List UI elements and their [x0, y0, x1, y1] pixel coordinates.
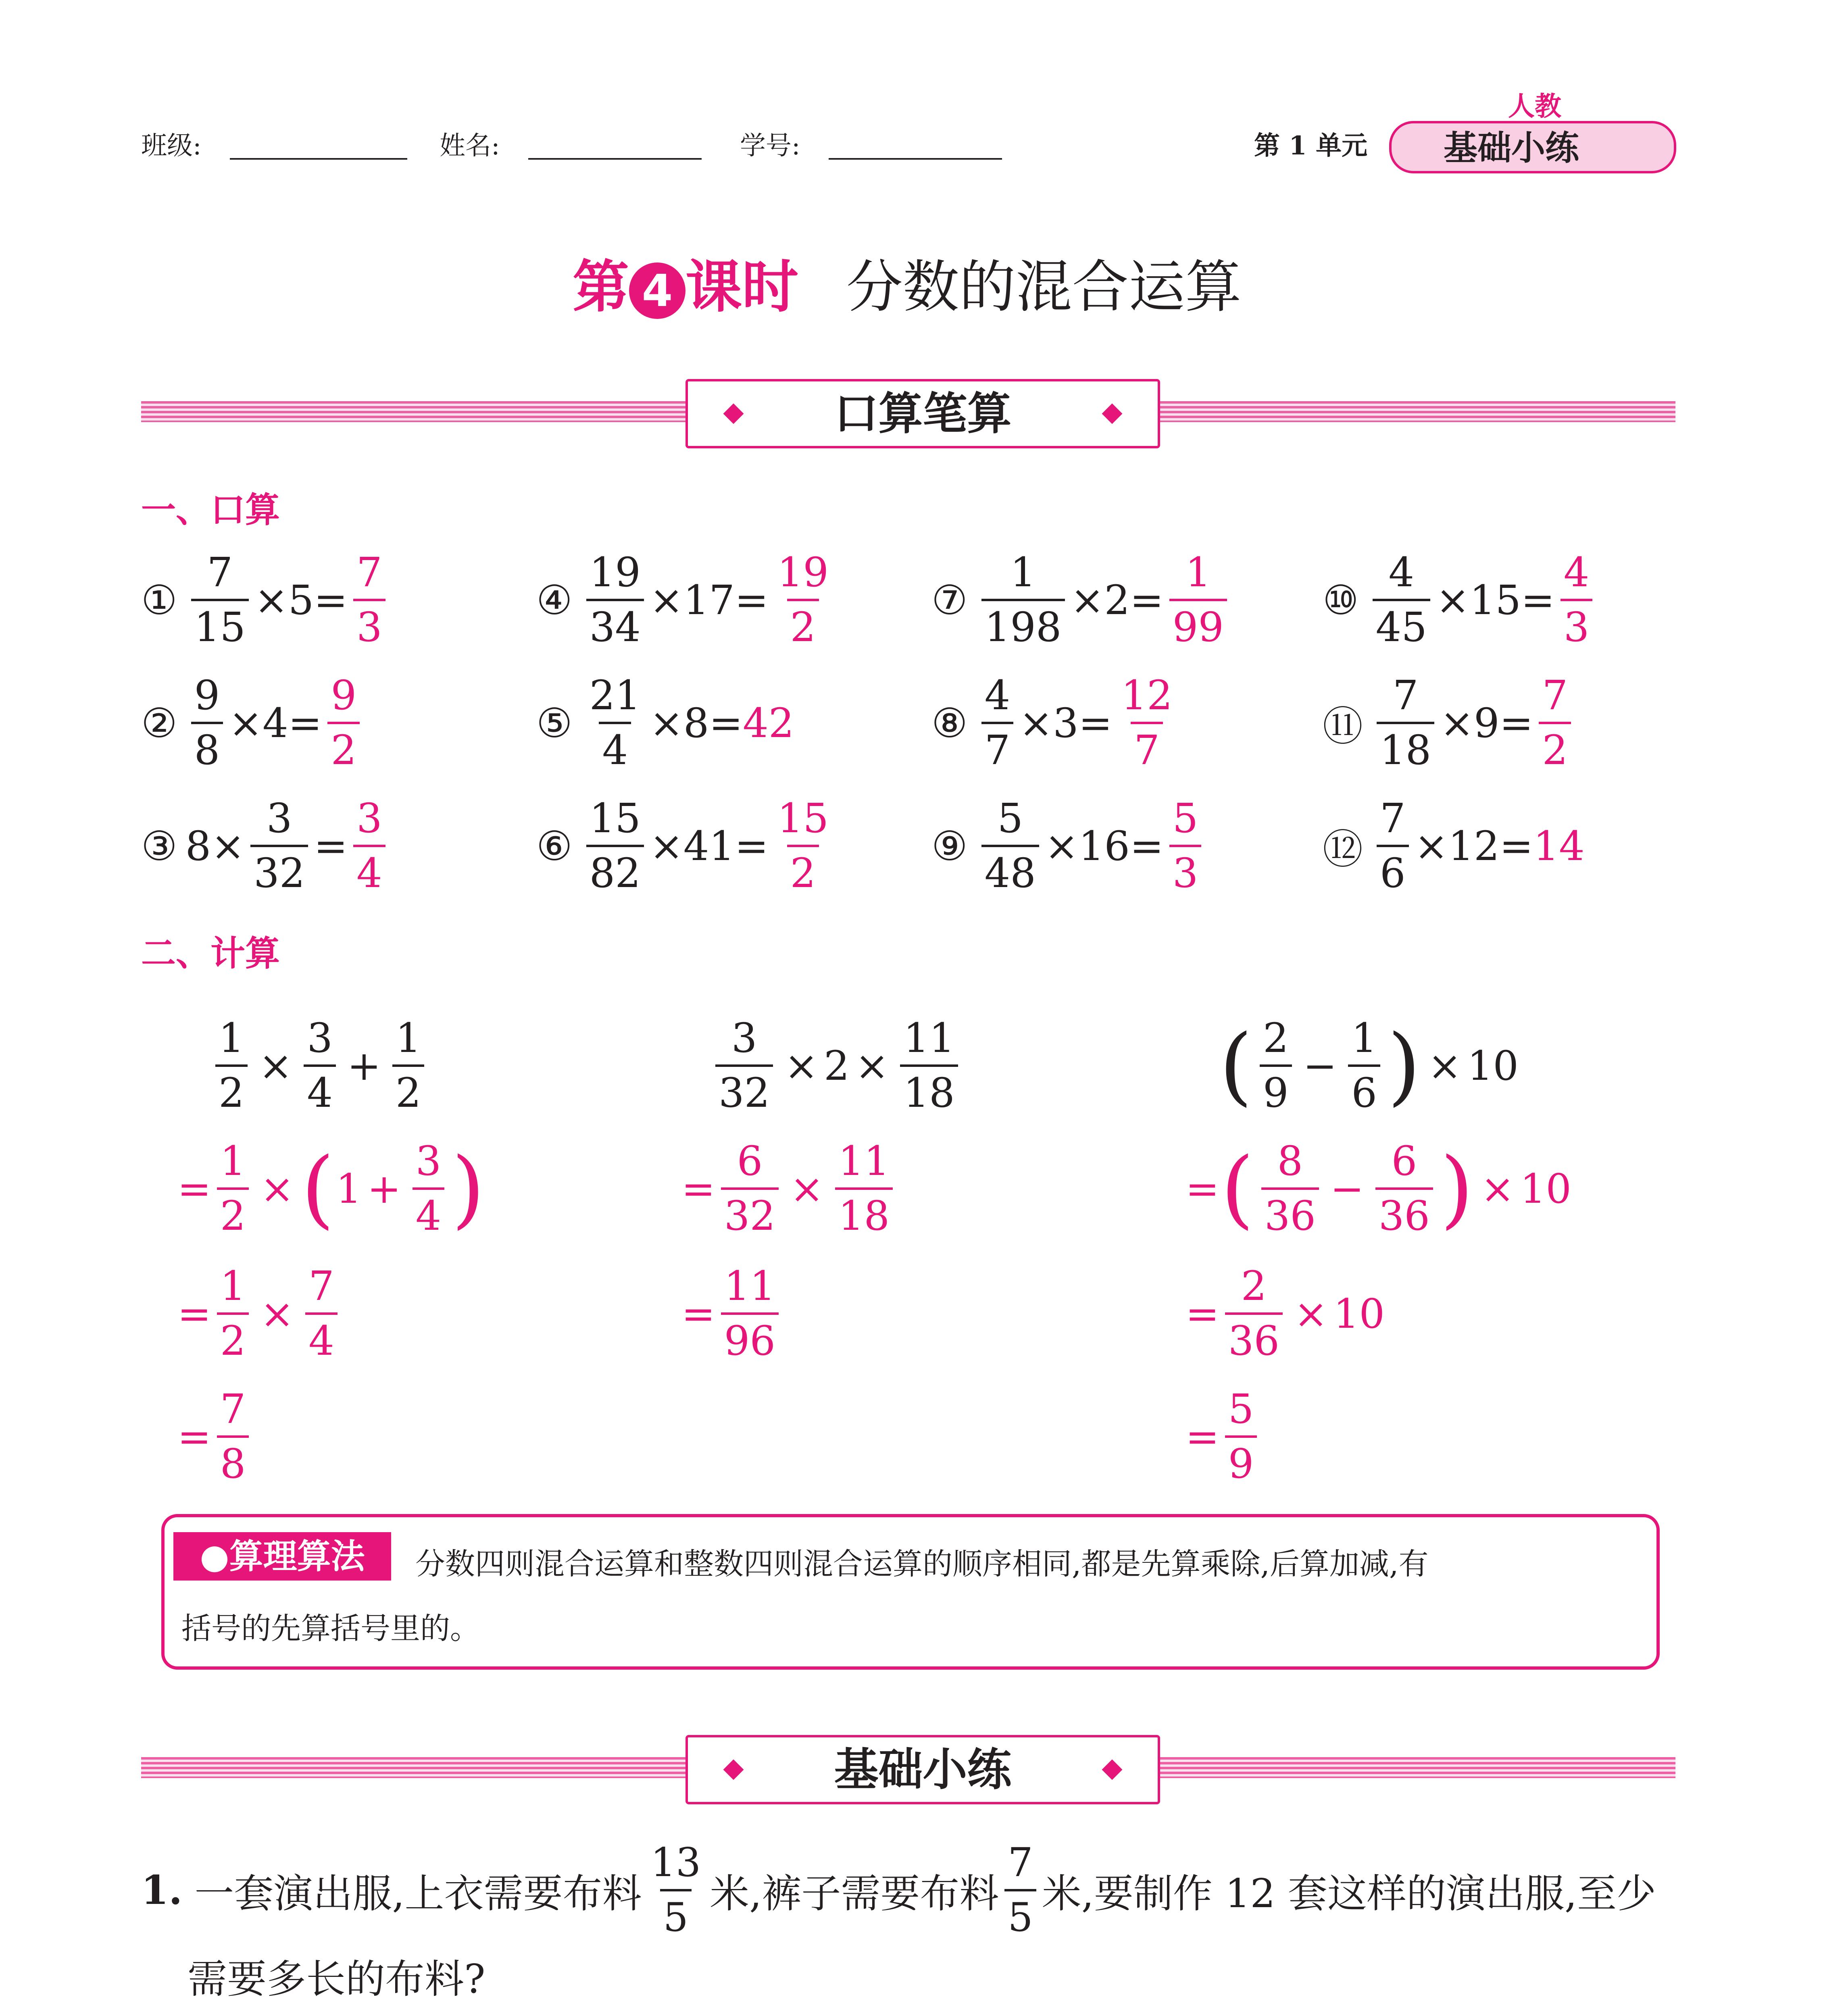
lesson-number: 4: [629, 262, 685, 319]
calc2-result: = $\frac{11}{96}$: [681, 1260, 784, 1367]
oral-answer[interactable]: $\frac{3}{4}$: [353, 792, 385, 900]
oral-answer[interactable]: $\frac{15}{2}$: [774, 792, 832, 900]
oral-item: ⑨ $\frac{5}{48}$ ×16= $\frac{5}{3}$: [931, 792, 1207, 900]
oral-answer[interactable]: $\frac{9}{2}$: [327, 669, 360, 777]
name-blank[interactable]: [528, 158, 702, 160]
calc1-result: = $\frac{7}{8}$: [177, 1383, 254, 1490]
oral-item: ② $\frac{9}{8}$ ×4= $\frac{9}{2}$: [141, 669, 365, 777]
section-banner-oral: [685, 379, 1160, 448]
calc-heading: 二、计算: [141, 933, 280, 974]
lesson-prefix: 第: [573, 254, 629, 320]
oral-item: ⑫ $\frac{7}{6}$ ×12= 14: [1323, 792, 1585, 900]
oral-answer[interactable]: 14: [1533, 822, 1585, 870]
publisher-label: 人教: [1508, 90, 1561, 122]
tip-line-1: 分数四则混合运算和整数四则混合运算的顺序相同,都是先算乘除,后算加减,有: [415, 1547, 1429, 1581]
unit-label: 第 1 单元: [1254, 131, 1368, 161]
section-title: 基础小练: [834, 1744, 1012, 1795]
oral-item: ⑩ $\frac{4}{45}$ ×15= $\frac{4}{3}$: [1323, 546, 1598, 654]
oral-answer[interactable]: $\frac{7}{3}$: [353, 546, 385, 654]
oral-answer[interactable]: $\frac{7}{2}$: [1539, 669, 1571, 777]
calc3-question: ( $\frac{2}{9}$ − $\frac{1}{6}$ ) × 10: [1218, 1012, 1519, 1119]
tip-tag: ●算理算法: [173, 1532, 391, 1581]
oral-item: ③ 8× $\frac{3}{32}$ = $\frac{3}{4}$: [141, 792, 391, 900]
problem1-line1: 1. 一套演出服,上衣需要布料 $\frac{13}{5}$ 米,裤子需要布料 $\frac{7}{5}$ 米,要制作 12 套这样的演出服,至少: [141, 1837, 1656, 1944]
oral-item: ⑤ $\frac{21}{4}$ ×8= 42: [536, 669, 794, 777]
class-label: 班级:: [141, 131, 202, 161]
oral-item: ⑥ $\frac{15}{82}$ ×41= $\frac{15}{2}$: [536, 792, 838, 900]
oral-answer[interactable]: $\frac{5}{3}$: [1169, 792, 1202, 900]
calc1-question: $\frac{1}{2}$ × $\frac{3}{4}$ + $\frac{1}{2}$: [210, 1012, 430, 1119]
lesson-suffix: 课时: [685, 254, 799, 320]
section-title: 口算笔算: [834, 388, 1012, 439]
calc1-step1: = $\frac{1}{2}$ × ( 1 + $\frac{3}{4}$ ): [177, 1135, 486, 1242]
calc3-result: = $\frac{5}{9}$: [1186, 1383, 1263, 1490]
lesson-title: [573, 242, 1242, 323]
oral-answer[interactable]: 42: [743, 699, 794, 747]
student-id-blank[interactable]: [829, 158, 1002, 160]
oral-answer[interactable]: $\frac{4}{3}$: [1561, 546, 1593, 654]
class-blank[interactable]: [230, 158, 407, 160]
calc2-step1: = $\frac{6}{32}$ × $\frac{11}{18}$: [681, 1135, 898, 1242]
calc2-question: $\frac{3}{32}$ × 2 × $\frac{11}{18}$: [710, 1012, 964, 1119]
oral-item: ④ $\frac{19}{34}$ ×17= $\frac{19}{2}$: [536, 546, 838, 654]
problem1-line2: 需要多长的布料?: [188, 1956, 485, 2002]
calc3-step1: = ( $\frac{8}{36}$ − $\frac{6}{36}$ ) × 10: [1186, 1135, 1571, 1242]
lesson-name: 分数的混合运算: [846, 254, 1242, 320]
name-label: 姓名:: [440, 131, 500, 161]
oral-item: ⑦ $\frac{1}{198}$ ×2= $\frac{1}{99}$: [931, 546, 1233, 654]
calc1-step2: = $\frac{1}{2}$ × $\frac{7}{4}$: [177, 1260, 343, 1367]
section-banner-practice: [685, 1735, 1160, 1804]
oral-answer[interactable]: $\frac{1}{99}$: [1169, 546, 1227, 654]
calc3-step2: = $\frac{2}{36}$ × 10: [1186, 1260, 1385, 1367]
student-id-label: 学号:: [740, 131, 800, 161]
oral-item: ⑪ $\frac{7}{18}$ ×9= $\frac{7}{2}$: [1323, 669, 1577, 777]
tip-line-2: 括号的先算括号里的。: [181, 1611, 480, 1646]
oral-answer[interactable]: $\frac{19}{2}$: [774, 546, 832, 654]
oral-answer[interactable]: $\frac{12}{7}$: [1118, 669, 1175, 777]
brand-label: 基础小练: [1444, 128, 1579, 168]
oral-item: ① $\frac{7}{15}$ ×5= $\frac{7}{3}$: [141, 546, 391, 654]
oral-item: ⑧ $\frac{4}{7}$ ×3= $\frac{12}{7}$: [931, 669, 1181, 777]
oral-heading: 一、口算: [141, 490, 280, 530]
